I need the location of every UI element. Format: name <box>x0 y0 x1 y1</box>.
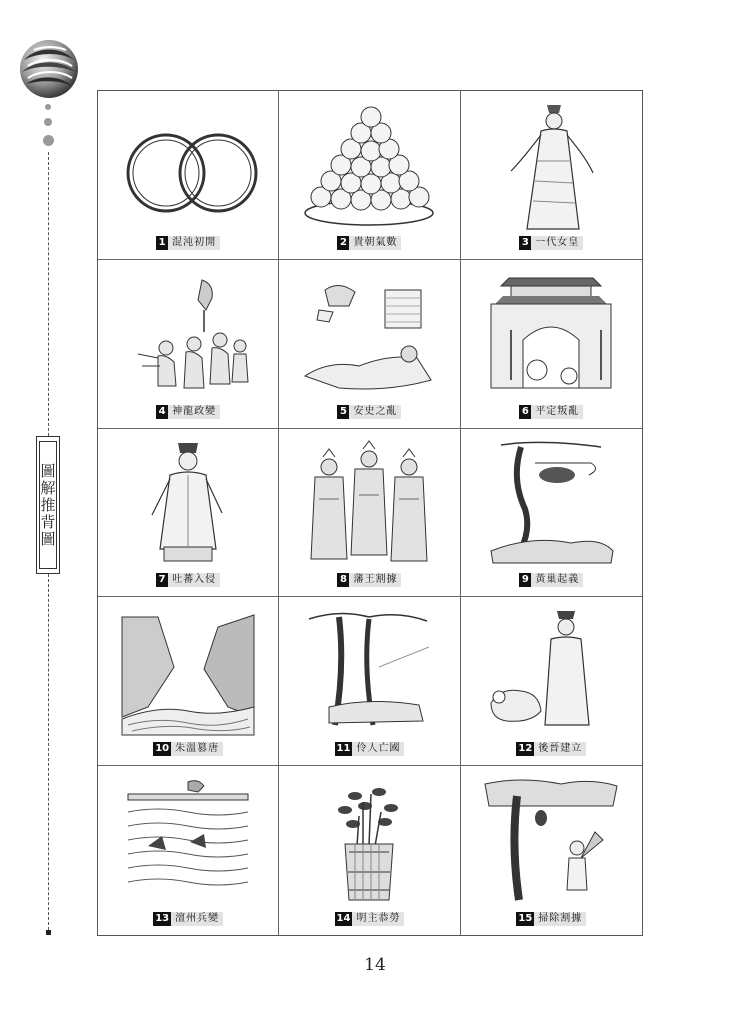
panel-10 <box>98 597 279 766</box>
panel-caption <box>461 742 642 756</box>
panel-number: 8 <box>337 573 349 587</box>
panel-number: 13 <box>155 913 170 924</box>
panel-4 <box>98 260 279 429</box>
vertical-book-title <box>36 436 60 574</box>
decor-dot <box>45 104 51 110</box>
book-title: 圖解推背圖 <box>38 462 57 548</box>
tree-with-nest-illustration <box>481 439 621 571</box>
panel-title: 神龍政變 <box>172 405 217 417</box>
river-valley-illustration <box>118 607 258 739</box>
panel-number: 2 <box>337 236 349 250</box>
official-figure-illustration <box>118 439 258 571</box>
panel-title: 安史之亂 <box>353 405 398 417</box>
panel-caption <box>461 573 642 587</box>
panel-12 <box>461 597 642 766</box>
bird-and-monkeys-illustration <box>118 270 258 402</box>
panel-number: 10 <box>155 743 170 755</box>
panel-caption <box>279 405 459 419</box>
panel-number: 9 <box>519 573 531 587</box>
line-end-marker <box>46 930 51 935</box>
panel-title: 澶州兵變 <box>175 913 220 924</box>
panel-11 <box>279 597 460 766</box>
panel-number: 7 <box>156 573 168 587</box>
panel-number: 3 <box>519 236 531 250</box>
city-gate-illustration <box>481 270 621 402</box>
panel-number: 12 <box>518 743 533 755</box>
page-number: 14 <box>364 955 386 975</box>
panel-title: 黃巢起義 <box>535 574 580 586</box>
panel-title: 藩王割據 <box>353 574 398 586</box>
panel-caption <box>98 236 278 250</box>
panel-2 <box>279 91 460 260</box>
official-with-dog-illustration <box>481 607 621 739</box>
panel-caption <box>461 405 642 419</box>
panel-number: 6 <box>519 405 531 419</box>
interlocking-rings-illustration <box>118 101 258 233</box>
panel-title: 明主恭勞 <box>356 913 401 924</box>
illustration-grid <box>97 90 643 936</box>
divider-line <box>48 574 49 930</box>
bird-over-water-illustration <box>118 776 258 908</box>
panel-9 <box>461 429 642 598</box>
empress-figure-illustration <box>481 101 621 233</box>
panel-caption <box>461 912 642 926</box>
fallen-figure-and-books-illustration <box>299 270 439 402</box>
panel-title: 一代女皇 <box>535 236 580 248</box>
panel-title: 平定叛亂 <box>535 405 580 417</box>
panel-caption <box>461 236 642 250</box>
panel-1 <box>98 91 279 260</box>
panel-7 <box>98 429 279 598</box>
panel-title: 掃除割據 <box>538 913 583 924</box>
panel-caption <box>279 573 459 587</box>
panel-caption <box>98 912 278 926</box>
panel-title: 貴朝氣數 <box>353 236 398 248</box>
panel-number: 1 <box>156 236 168 250</box>
panel-8 <box>279 429 460 598</box>
panel-number: 14 <box>336 913 351 924</box>
panel-5 <box>279 260 460 429</box>
spiral-sphere-logo-icon <box>18 38 80 100</box>
decor-dot <box>43 135 54 146</box>
panel-13 <box>98 766 279 935</box>
panel-caption <box>279 912 459 926</box>
panel-caption <box>98 573 278 587</box>
panel-title: 混沌初開 <box>172 236 217 248</box>
panel-15 <box>461 766 642 935</box>
vertical-title-frame <box>39 441 57 569</box>
panel-number: 11 <box>336 743 351 755</box>
panel-number: 4 <box>156 405 168 419</box>
panel-title: 伶人亡國 <box>356 743 401 755</box>
panel-number: 15 <box>518 913 533 924</box>
panel-title: 朱溫篡唐 <box>175 743 220 755</box>
trees-and-reclining-figure-illustration <box>299 607 439 739</box>
three-warriors-illustration <box>299 439 439 571</box>
panel-6 <box>461 260 642 429</box>
panel-number: 5 <box>337 405 349 419</box>
tree-and-boy-illustration <box>481 776 621 908</box>
divider-line <box>48 152 49 436</box>
panel-caption <box>98 405 278 419</box>
pile-of-fruit-illustration <box>299 101 439 233</box>
panel-3 <box>461 91 642 260</box>
panel-caption <box>98 742 278 756</box>
panel-title: 後晉建立 <box>538 743 583 755</box>
bundle-of-sticks-illustration <box>299 776 439 908</box>
panel-title: 吐蕃入侵 <box>172 574 217 586</box>
panel-14 <box>279 766 460 935</box>
decor-dot <box>44 118 52 126</box>
panel-caption <box>279 742 459 756</box>
panel-caption <box>279 236 459 250</box>
